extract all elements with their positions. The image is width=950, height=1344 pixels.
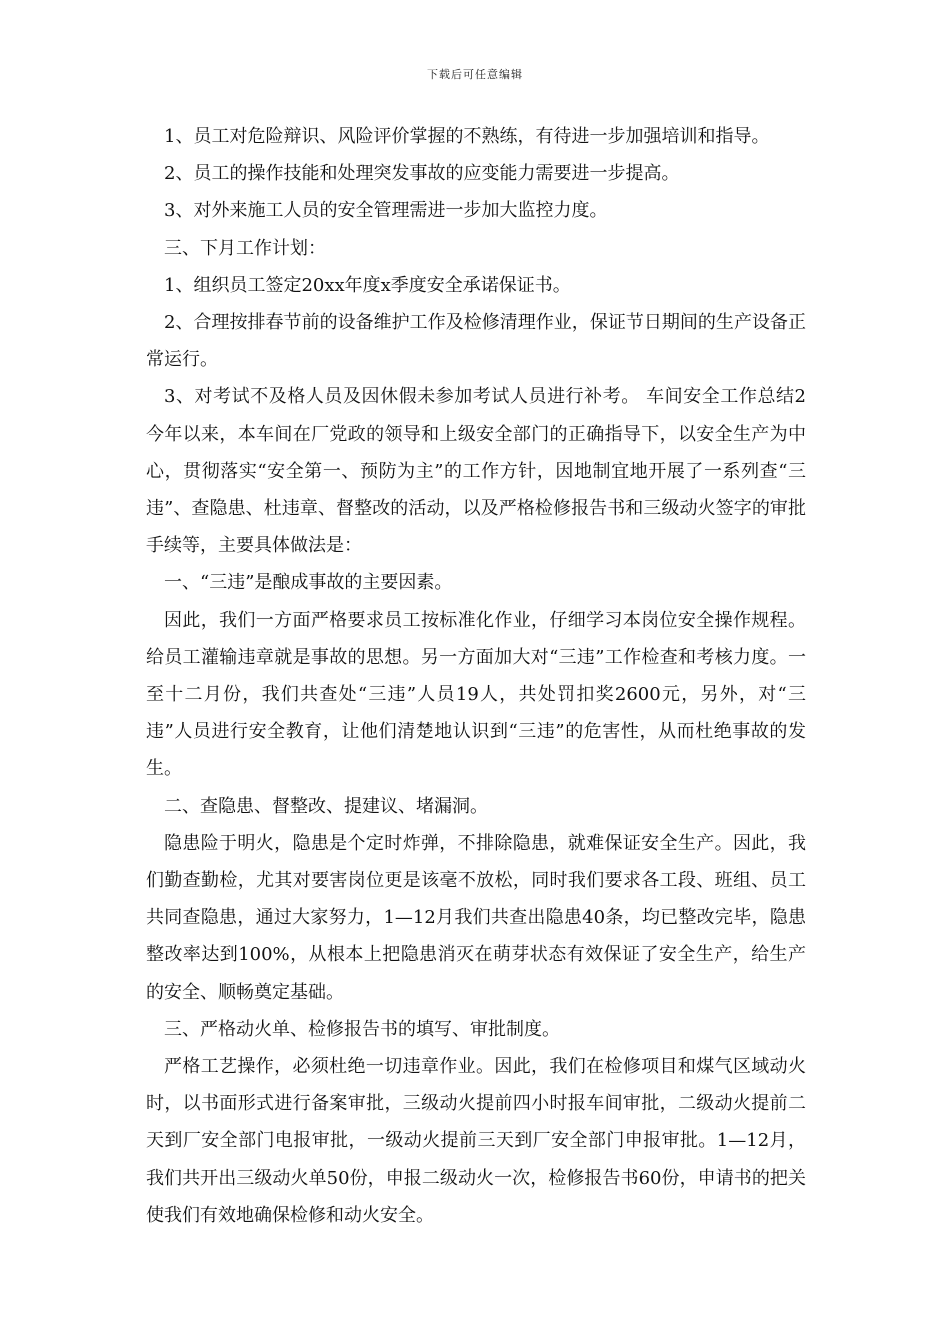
paragraph-7: 3、对考试不及格人员及因休假未参加考试人员进行补考。 车间安全工作总结2 今年以来，本车间在厂党政的领导和上级安全部门的正确指导下，以安全生产为中心，贯彻落实“安全第一、预防为主”的工作方针，因地制宜地开展了一系列查“三违”、查隐患、杜违章、督整改的活动，以及严格检修报告书和三级动火签字的审批手续等，主要具体做法是： [146, 386, 806, 557]
paragraph-11: 隐患险于明火，隐患是个定时炸弹，不排除隐患，就难保证安全生产。因此，我们勤查勤检，尤其对要害岗位更是该毫不放松，同时我们要求各工段、班组、员工共同查隐患，通过大家努力，1—12月我们共查出隐患40条，均已整改完毕，隐患整改率达到100%，从根本上把隐患消灭在萌芽状态有效保证了安全生产，给生产的安全、顺畅奠定基础。 [146, 832, 806, 1003]
paragraph-1: 1、员工对危险辩识、风险评价掌握的不熟练，有待进一步加强培训和指导。 [164, 126, 770, 147]
section-heading-three-violations: 一、“三违”是酿成事故的主要因素。 [164, 572, 453, 594]
paragraph-9: 因此，我们一方面严格要求员工按标准化作业，仔细学习本岗位安全操作规程。给员工灌输违章就是事故的思想。另一方面加大对“三违”工作检查和考核力度。一至十二月份，我们共查处“三违”人员19人，共处罚扣奖2600元，另外，对“三违”人员进行安全教育，让他们清楚地认识到“三违”的危害性，从而杜绝事故的发生。 [146, 609, 806, 780]
page-header: 下载后可任意编辑 [427, 68, 523, 81]
paragraph-2: 2、员工的操作技能和处理突发事故的应变能力需要进一步提高。 [164, 163, 680, 185]
paragraph-6: 2、合理按排春节前的设备维护工作及检修清理作业，保证节日期间的生产设备正常运行。 [146, 312, 806, 371]
paragraph-5: 1、组织员工签定20xx年度x季度安全承诺保证书。 [164, 274, 571, 296]
paragraph-3: 3、对外来施工人员的安全管理需进一步加大监控力度。 [164, 200, 608, 222]
paragraph-13: 严格工艺操作，必须杜绝一切违章作业。因此，我们在检修项目和煤气区域动火时，以书面形式进行备案审批，三级动火提前四小时报车间审批，二级动火提前二天到厂安全部门电报审批，一级动火提前三天到厂安全部门申报审批。1—12月，我们共开出三级动火单50份，申报二级动火一次，检修报告书60份，申请书的把关使我们有效地确保检修和动火安全。 [146, 1056, 806, 1226]
section-heading-hidden-dangers: 二、查隐患、督整改、提建议、堵漏洞。 [164, 795, 488, 817]
section-heading-next-month-plan: 三、下月工作计划： [164, 237, 326, 259]
section-heading-hot-work: 三、严格动火单、检修报告书的填写、审批制度。 [164, 1018, 560, 1040]
document-body [146, 118, 806, 1234]
